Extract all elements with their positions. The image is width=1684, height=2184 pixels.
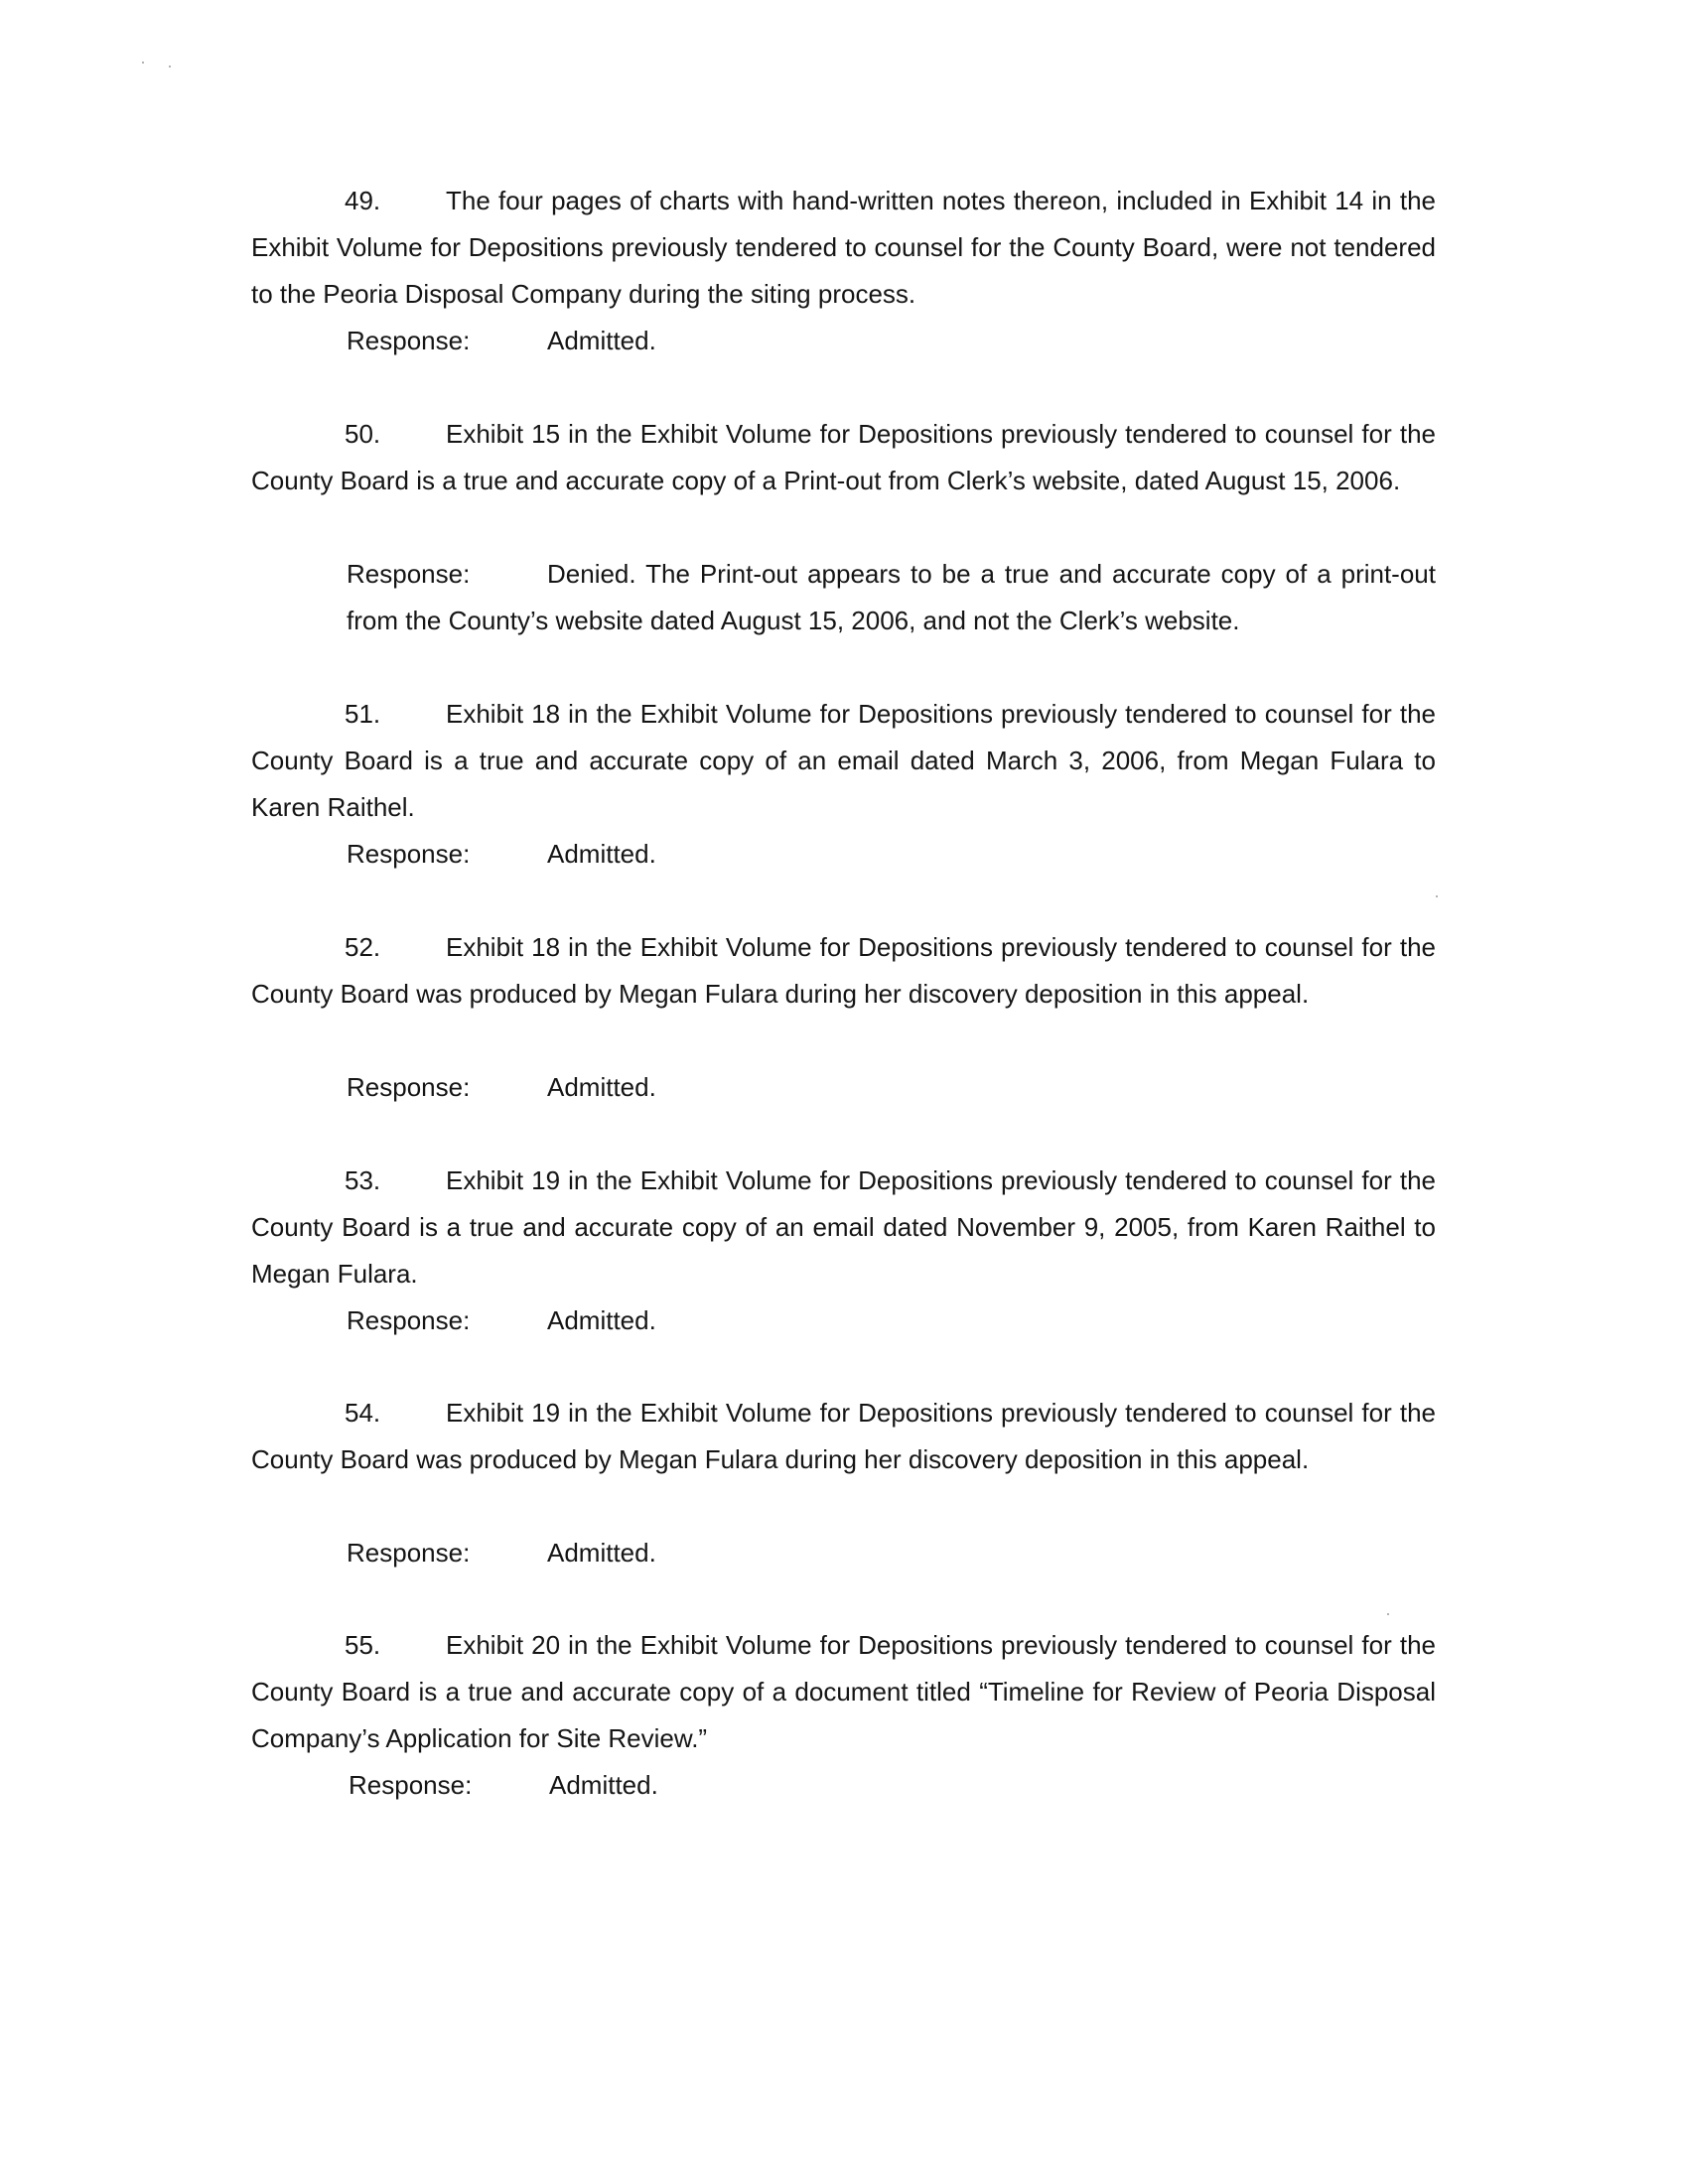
scan-speck <box>142 62 144 64</box>
request-number: 50. <box>345 419 381 449</box>
request-53 <box>251 1158 1436 1297</box>
request-text: Exhibit 20 in the Exhibit Volume for Depositions previously tendered to counsel for the County Board is a true and accurate copy of a document titled “Timeline for Review of Peoria Disposal Company’s Application for Site Review.” <box>251 1630 1436 1753</box>
request-text: Exhibit 19 in the Exhibit Volume for Depositions previously tendered to counsel for the County Board is a true and accurate copy of an email dated November 9, 2005, from Karen Raithel to Megan Fulara. <box>251 1165 1436 1289</box>
response-label: Response: <box>347 1538 471 1568</box>
request-52 <box>251 924 1436 1018</box>
response-50 <box>347 551 1436 644</box>
response-label: Response: <box>347 559 471 589</box>
request-text: Exhibit 18 in the Exhibit Volume for Depositions previously tendered to counsel for the County Board was produced by Megan Fulara during her discovery deposition in this appeal. <box>251 932 1436 1009</box>
response-text: Admitted. <box>547 1305 656 1335</box>
response-text: Admitted. <box>549 1770 658 1800</box>
response-text: Denied. The Print-out appears to be a true and accurate copy of a print-out from the County’s website dated August 15, 2006, and not the Clerk’s website. <box>347 559 1436 635</box>
response-label: Response: <box>349 1770 473 1800</box>
request-number: 53. <box>345 1165 381 1195</box>
response-label: Response: <box>347 326 471 355</box>
request-number: 52. <box>345 932 381 962</box>
response-label: Response: <box>347 1072 471 1102</box>
response-text: Admitted. <box>547 839 656 869</box>
response-text: Admitted. <box>547 1538 656 1568</box>
response-label: Response: <box>347 1305 471 1335</box>
request-number: 55. <box>345 1630 381 1660</box>
response-53 <box>347 1297 1436 1344</box>
response-51 <box>347 831 1436 878</box>
response-text: Admitted. <box>547 1072 656 1102</box>
request-50 <box>251 411 1436 504</box>
request-text: Exhibit 19 in the Exhibit Volume for Depositions previously tendered to counsel for the County Board was produced by Megan Fulara during her discovery deposition in this appeal. <box>251 1398 1436 1474</box>
request-text: Exhibit 15 in the Exhibit Volume for Depositions previously tendered to counsel for the County Board is a true and accurate copy of a Print-out from Clerk’s website, dated August 15, 2006. <box>251 419 1436 495</box>
request-number: 49. <box>345 186 381 215</box>
scan-speck <box>1436 895 1438 897</box>
request-55 <box>251 1622 1436 1762</box>
request-54 <box>251 1390 1436 1483</box>
request-text: The four pages of charts with hand-written notes thereon, included in Exhibit 14 in the Exhibit Volume for Depositions previously tendered to counsel for the County Board, were not tendered to the Peoria Disposal Company during the siting process. <box>251 186 1436 309</box>
request-text: Exhibit 18 in the Exhibit Volume for Depositions previously tendered to counsel for the County Board is a true and accurate copy of an email dated March 3, 2006, from Megan Fulara to Karen Raithel. <box>251 699 1436 822</box>
response-49 <box>347 318 1436 364</box>
response-text: Admitted. <box>547 326 656 355</box>
request-number: 54. <box>345 1398 381 1428</box>
response-54 <box>347 1530 1436 1576</box>
response-55 <box>349 1762 1438 1809</box>
request-49 <box>251 178 1436 318</box>
response-label: Response: <box>347 839 471 869</box>
request-number: 51. <box>345 699 381 729</box>
scan-speck <box>1387 1613 1389 1615</box>
request-51 <box>251 691 1436 831</box>
response-52 <box>347 1064 1436 1111</box>
scan-speck <box>169 66 171 68</box>
